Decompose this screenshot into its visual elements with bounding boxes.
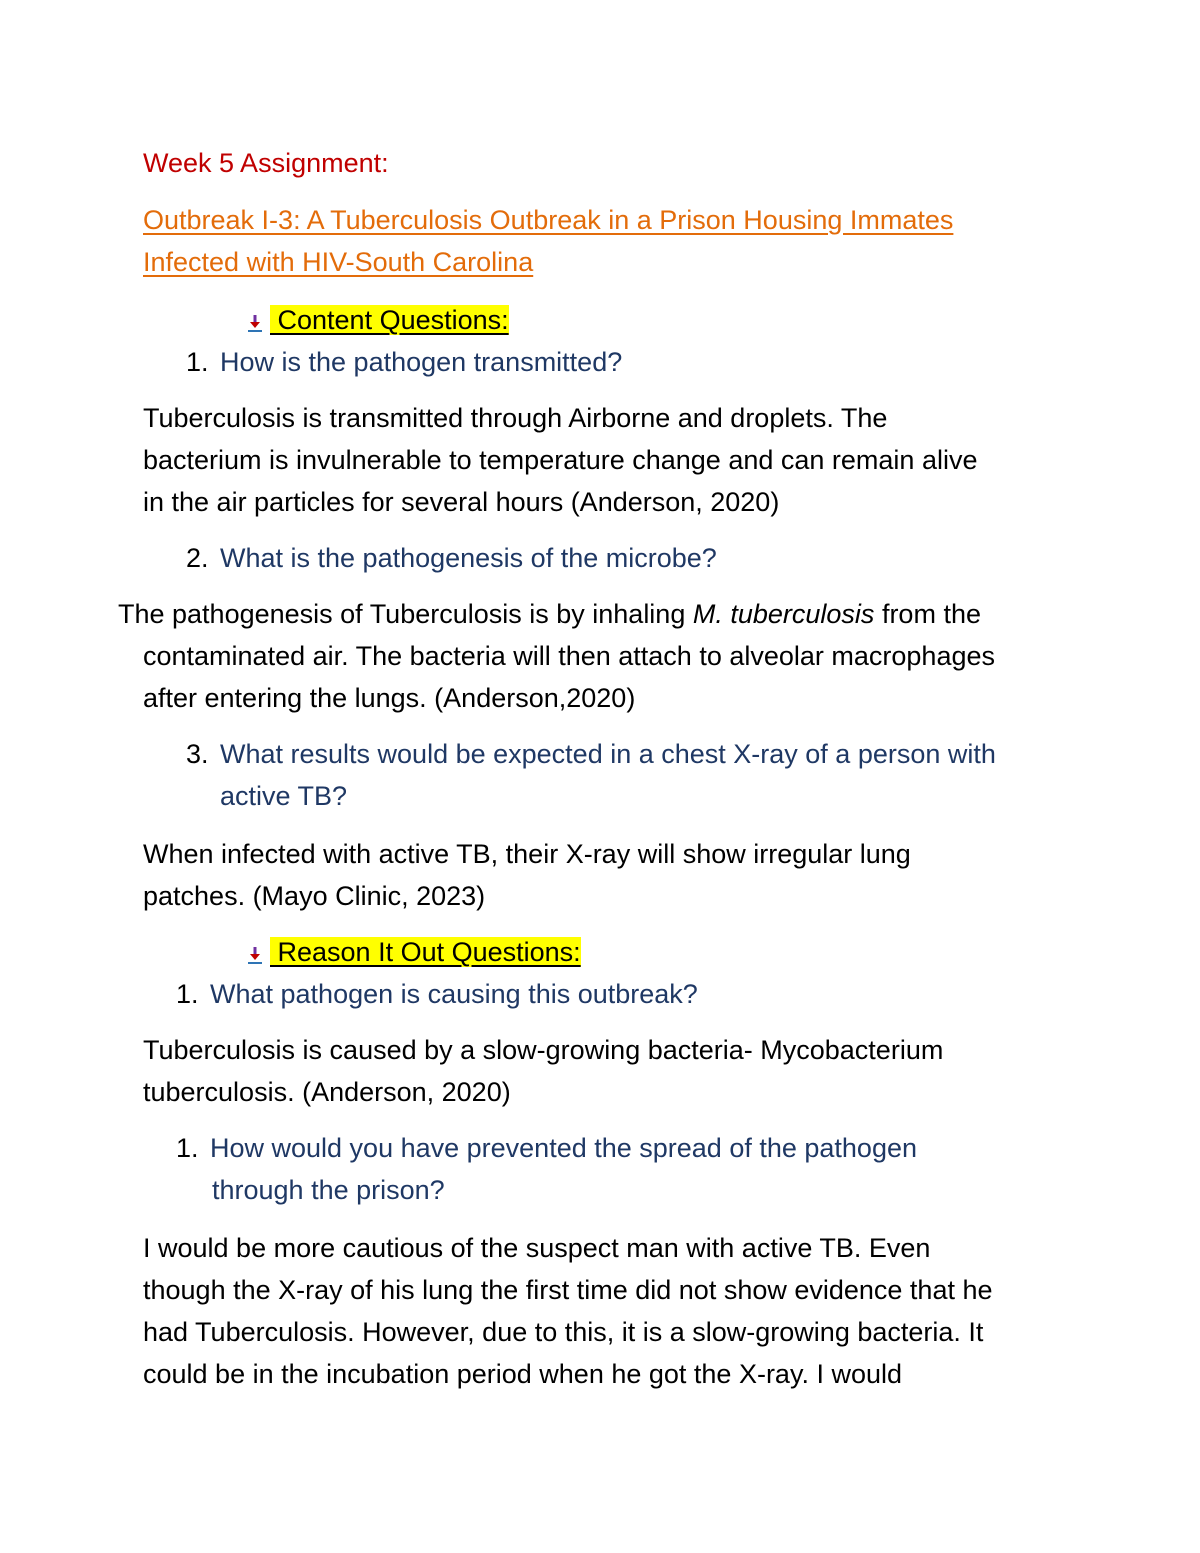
- content-question-3: [186, 737, 996, 771]
- reason-answer-2-line-3: had Tuberculosis. However, due to this, it is a slow-growing bacteria. It: [143, 1317, 984, 1347]
- answer-3-line-2: patches. (Mayo Clinic, 2023): [143, 881, 486, 911]
- assignment-subtitle-line-2: Infected with HIV-South Carolina: [143, 247, 534, 277]
- question-text: What pathogen is causing this outbreak?: [210, 979, 698, 1009]
- down-arrow-bullet-icon: [244, 943, 266, 965]
- question-number: 1.: [186, 347, 209, 377]
- question-text: How would you have prevented the spread of the pathogen: [210, 1133, 917, 1163]
- reason-it-out-heading: [244, 935, 581, 969]
- content-question-1: [186, 345, 622, 379]
- reason-answer-2-line-1: I would be more cautious of the suspect man with active TB. Even: [143, 1233, 931, 1263]
- question-number: 3.: [186, 739, 209, 769]
- answer-2-species: M. tuberculosis: [692, 599, 875, 629]
- assignment-subtitle-line-1: Outbreak I-3: A Tuberculosis Outbreak in a Prison Housing Immates: [143, 205, 954, 235]
- answer-1-line-3: in the air particles for several hours (Anderson, 2020): [143, 487, 780, 517]
- question-number: 1.: [176, 979, 199, 1009]
- answer-2-line-3: after entering the lungs. (Anderson,2020): [143, 683, 636, 713]
- content-question-3-line-2: active TB?: [220, 781, 348, 811]
- answer-1-line-2: bacterium is invulnerable to temperature change and can remain alive: [143, 445, 978, 475]
- content-questions-heading: [244, 303, 509, 337]
- question-text: How is the pathogen transmitted?: [220, 347, 623, 377]
- reason-question-2-line-2: through the prison?: [212, 1175, 445, 1205]
- reason-answer-1-line-2: tuberculosis. (Anderson, 2020): [143, 1077, 511, 1107]
- answer-2-line-1: [118, 597, 981, 631]
- question-number: 2.: [186, 543, 209, 573]
- down-arrow-bullet-icon: [244, 311, 266, 333]
- question-text: What results would be expected in a chest X-ray of a person with: [220, 739, 996, 769]
- reason-question-2: [176, 1131, 917, 1165]
- content-questions-label: Content Questions:: [270, 305, 509, 335]
- answer-2-text-end: from the: [874, 599, 981, 629]
- question-number: 1.: [176, 1133, 199, 1163]
- answer-2-text: The pathogenesis of Tuberculosis is by inhaling: [118, 599, 693, 629]
- question-text: What is the pathogenesis of the microbe?: [220, 543, 717, 573]
- reason-answer-2-line-2: though the X-ray of his lung the first time did not show evidence that he: [143, 1275, 993, 1305]
- answer-1-line-1: Tuberculosis is transmitted through Airborne and droplets. The: [143, 403, 888, 433]
- answer-2-line-2: contaminated air. The bacteria will then attach to alveolar macrophages: [143, 641, 995, 671]
- content-question-2: [186, 541, 717, 575]
- reason-question-1: [176, 977, 698, 1011]
- reason-answer-1-line-1: Tuberculosis is caused by a slow-growing bacteria- Mycobacterium: [143, 1035, 944, 1065]
- reason-answer-2-line-4: could be in the incubation period when he got the X-ray. I would: [143, 1359, 902, 1389]
- answer-3-line-1: When infected with active TB, their X-ray will show irregular lung: [143, 839, 911, 869]
- document-title: Week 5 Assignment:: [143, 148, 389, 178]
- reason-it-out-label: Reason It Out Questions:: [270, 937, 581, 967]
